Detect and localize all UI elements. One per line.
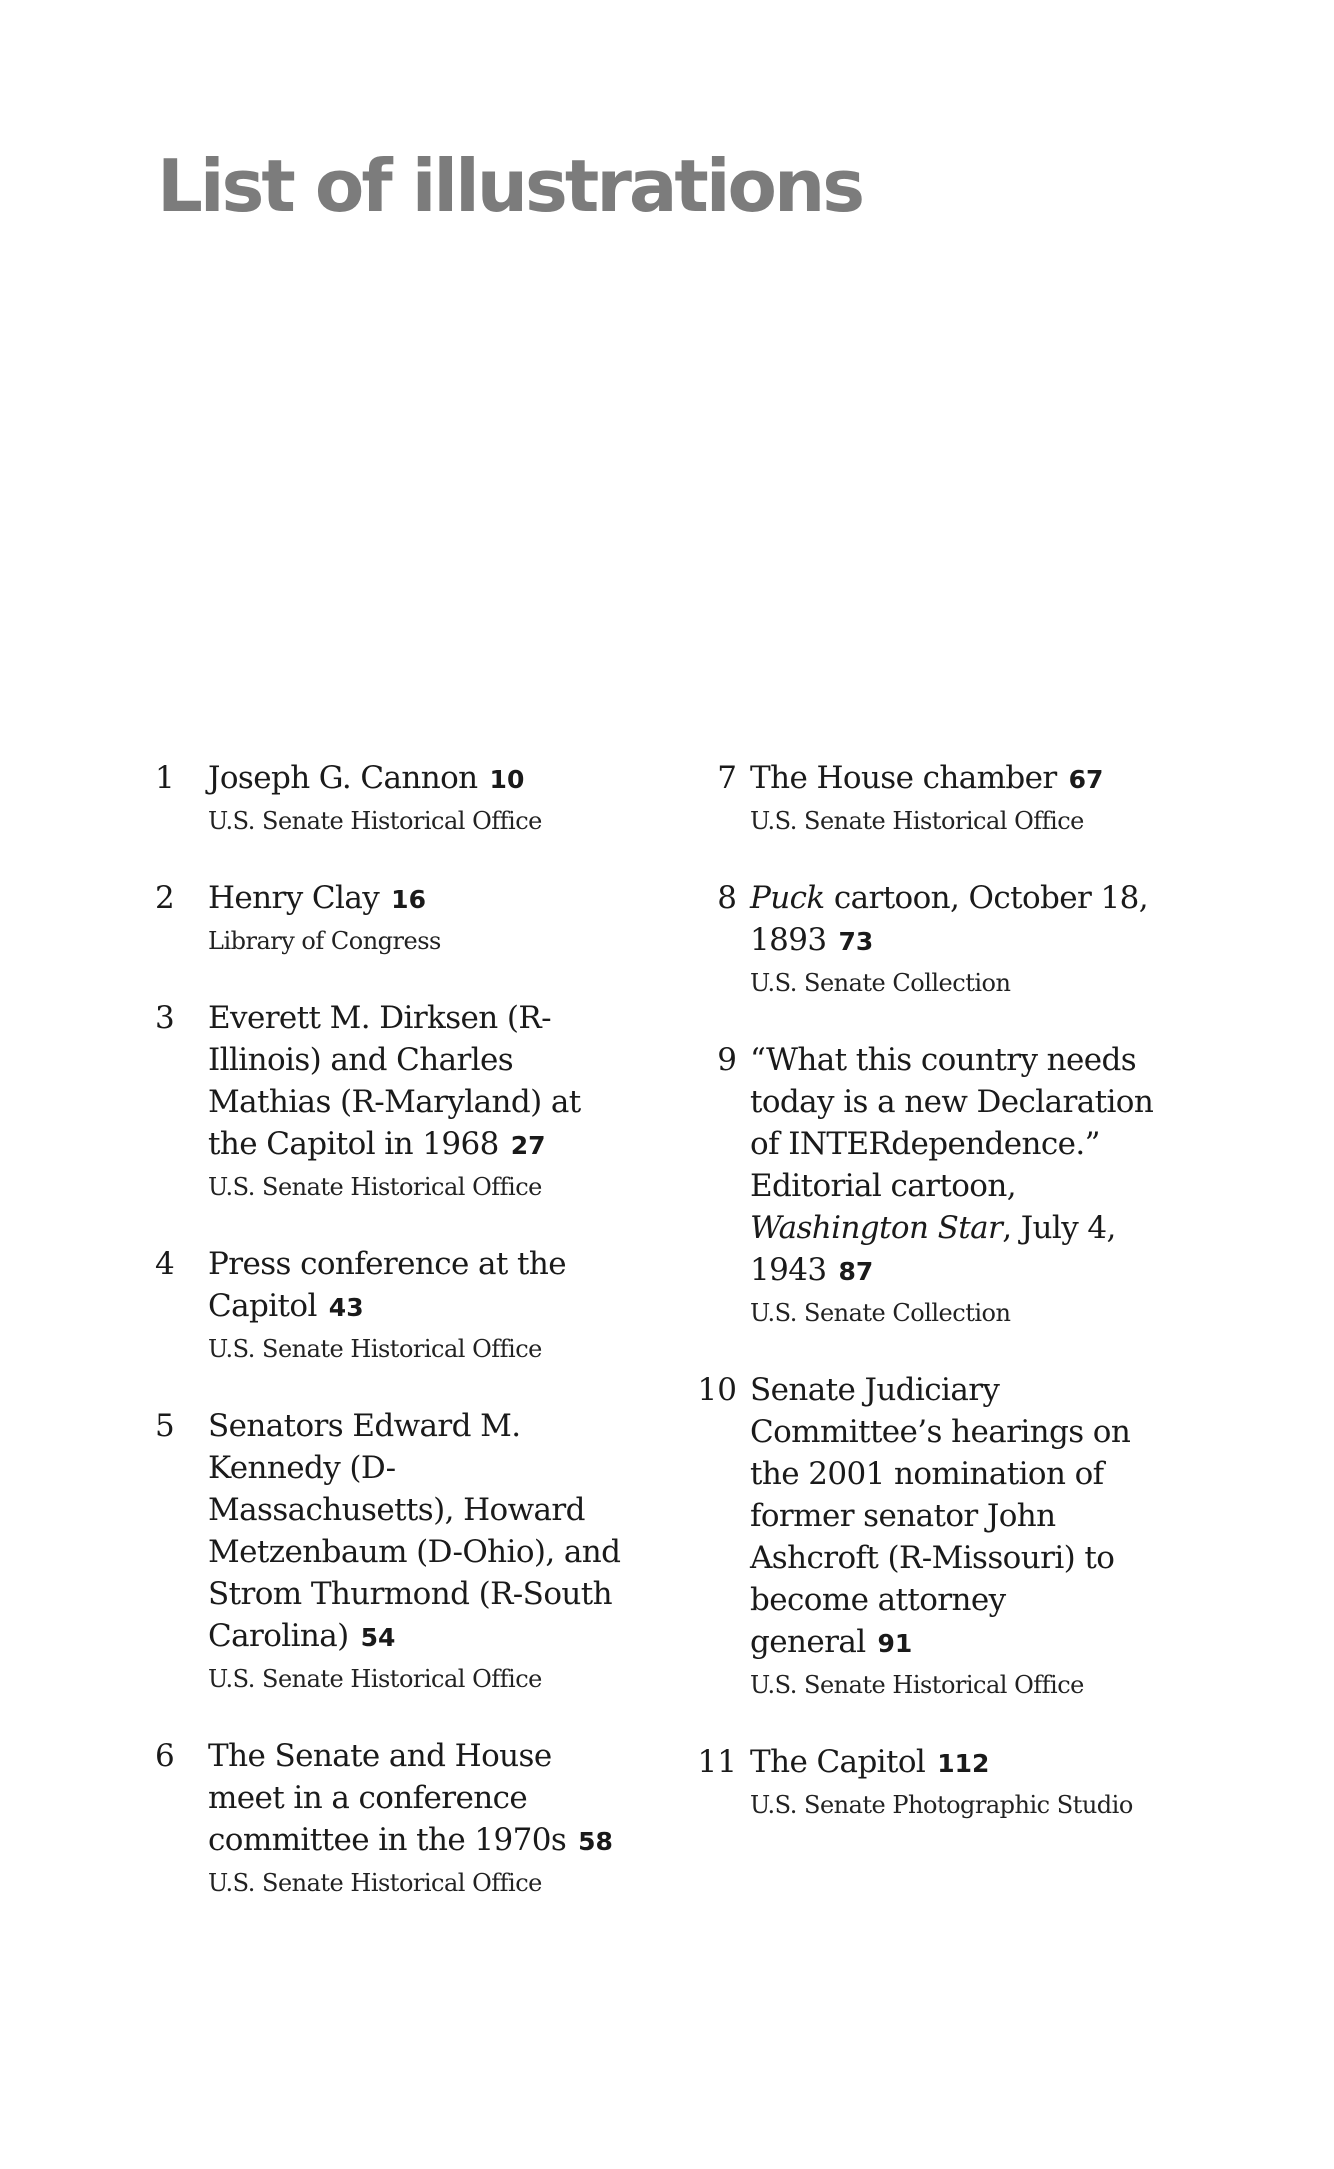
illustration-number: 11 <box>697 1744 737 1780</box>
illustration-number: 8 <box>717 880 737 916</box>
illustration-number: 7 <box>717 760 737 796</box>
illustration-caption: “What this country needs today is a new Declaration of INTERdependence.” Editorial cartoon, Washington Star, July 4, 1943 87 <box>750 1042 1154 1288</box>
illustration-entry <box>155 1735 625 1903</box>
page-title: List of illustrations <box>157 144 863 228</box>
illustration-caption: Senators Edward M. Kennedy (D-Massachusetts), Howard Metzenbaum (D-Ohio), and Strom Thurmond (R-South Carolina) 54 <box>208 1408 621 1654</box>
illustration-credit: U.S. Senate Historical Office <box>208 1173 542 1201</box>
illustration-caption: Everett M. Dirksen (R-Illinois) and Charles Mathias (R-Maryland) at the Capitol in 1968 27 <box>208 1000 581 1162</box>
illustration-credit: U.S. Senate Historical Office <box>208 1665 542 1693</box>
illustration-entry <box>697 757 1167 841</box>
page-number: 54 <box>360 1623 396 1652</box>
page-number: 27 <box>510 1131 546 1160</box>
illustration-credit: Library of Congress <box>208 927 441 955</box>
illustration-caption: Press conference at the Capitol 43 <box>208 1246 566 1324</box>
illustration-credit: U.S. Senate Photographic Studio <box>750 1791 1133 1819</box>
page-number: 16 <box>391 885 426 914</box>
illustration-caption: Puck cartoon, October 18, 1893 73 <box>750 880 1149 958</box>
illustration-number: 2 <box>155 880 175 916</box>
illustration-number: 4 <box>155 1246 175 1282</box>
page-number: 58 <box>578 1827 613 1856</box>
illustration-credit: U.S. Senate Historical Office <box>750 1671 1084 1699</box>
illustration-credit: U.S. Senate Collection <box>750 969 1011 997</box>
illustration-number: 6 <box>155 1738 175 1774</box>
illustration-caption: Henry Clay 16 <box>208 880 426 916</box>
illustration-caption: The Capitol 112 <box>750 1744 990 1780</box>
illustration-entry <box>155 757 625 841</box>
illustration-list-right <box>697 757 1167 1861</box>
illustration-entry <box>155 1405 625 1699</box>
illustration-entry <box>697 1369 1167 1705</box>
illustration-entry <box>697 1039 1167 1333</box>
illustration-credit: U.S. Senate Historical Office <box>208 807 542 835</box>
illustration-entry <box>155 997 625 1207</box>
illustration-credit: U.S. Senate Historical Office <box>208 1869 542 1897</box>
illustration-number: 5 <box>155 1408 175 1444</box>
illustration-entry <box>697 1741 1167 1825</box>
illustration-number: 9 <box>717 1042 737 1078</box>
page-number: 73 <box>838 927 874 956</box>
page-number: 10 <box>489 765 525 794</box>
illustration-caption: The Senate and House meet in a conference committee in the 1970s 58 <box>208 1738 613 1858</box>
illustration-credit: U.S. Senate Historical Office <box>750 807 1084 835</box>
page-number: 87 <box>838 1257 874 1286</box>
illustration-caption: The House chamber 67 <box>750 760 1104 796</box>
page-number: 67 <box>1068 765 1104 794</box>
illustration-number: 3 <box>155 1000 175 1036</box>
illustration-caption: Senate Judiciary Committee’s hearings on the 2001 nomination of former senator John Ashcroft (R-Missouri) to become attorney general 91 <box>750 1372 1131 1660</box>
page-number: 112 <box>937 1749 990 1778</box>
illustration-entry <box>155 1243 625 1369</box>
illustration-number: 10 <box>697 1372 737 1408</box>
page-number: 91 <box>877 1629 913 1658</box>
page-number: 43 <box>328 1293 364 1322</box>
illustration-entry <box>697 877 1167 1003</box>
illustration-number: 1 <box>155 760 175 796</box>
illustration-credit: U.S. Senate Collection <box>750 1299 1011 1327</box>
illustration-caption: Joseph G. Cannon 10 <box>208 760 525 796</box>
illustration-list-left <box>155 757 625 1939</box>
illustration-entry <box>155 877 625 961</box>
illustration-credit: U.S. Senate Historical Office <box>208 1335 542 1363</box>
